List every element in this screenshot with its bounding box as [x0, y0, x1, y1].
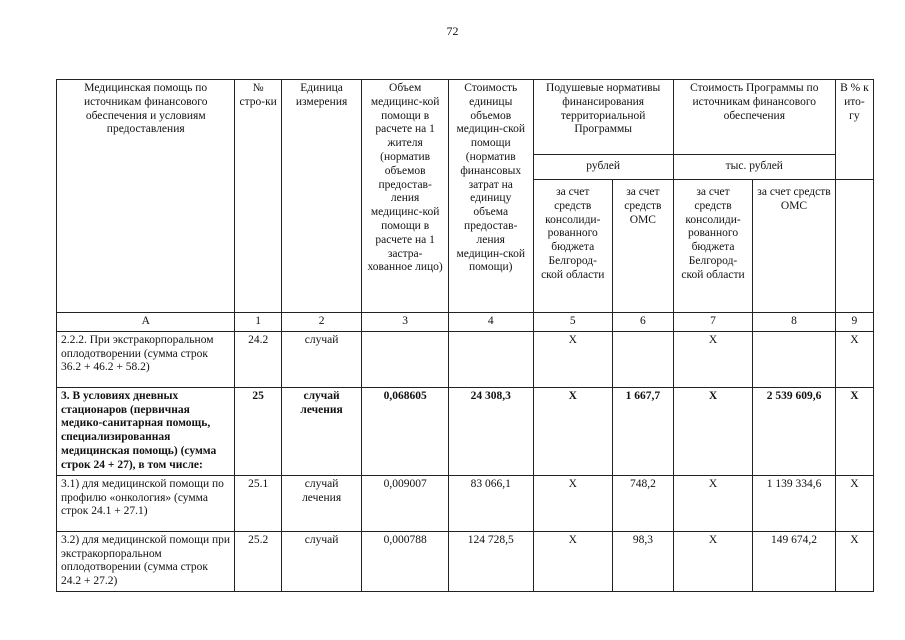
column-label: 7 — [673, 313, 752, 332]
row-col-5: Х — [533, 331, 612, 387]
row-number: 24.2 — [235, 331, 281, 387]
header-col-4: Стоимость единицы объемов медицин-ской помощи (норматив финансовых затрат на единицу объема предостав-ления медицин-ской помощи) — [448, 80, 533, 313]
row-col-9: Х — [835, 387, 873, 475]
header-col-9-blank — [835, 180, 873, 313]
header-col-5: за счет средств консолиди-рованного бюджета Белгород-ской области — [533, 180, 612, 313]
row-unit-cost: 124 728,5 — [448, 531, 533, 591]
column-label: 8 — [753, 313, 836, 332]
row-col-7: Х — [673, 387, 752, 475]
header-col-9: В % к ито-гу — [835, 80, 873, 180]
row-col-9: Х — [835, 531, 873, 591]
row-volume: 0,009007 — [362, 475, 449, 531]
row-unit: случай лечения — [281, 387, 361, 475]
row-col-5: Х — [533, 387, 612, 475]
header-col-6: за счет средств ОМС — [612, 180, 673, 313]
column-label: 6 — [612, 313, 673, 332]
column-label: 5 — [533, 313, 612, 332]
header-row-1 — [57, 80, 874, 155]
header-col-3: Объем медицинс-кой помощи в расчете на 1 жителя (норматив объемов предостав-ления медицинс-кой помощи в расчете на 1 застра-хованное лицо) — [362, 80, 449, 313]
row-col-8 — [753, 331, 836, 387]
row-col-6: 98,3 — [612, 531, 673, 591]
column-label: 2 — [281, 313, 361, 332]
row-col-6: 748,2 — [612, 475, 673, 531]
row-col-7: Х — [673, 531, 752, 591]
table-row — [57, 331, 874, 387]
header-col-8: за счет средств ОМС — [753, 180, 836, 313]
row-col-7: Х — [673, 331, 752, 387]
row-unit-cost: 24 308,3 — [448, 387, 533, 475]
row-number: 25.1 — [235, 475, 281, 531]
row-volume: 0,000788 — [362, 531, 449, 591]
column-label: 4 — [448, 313, 533, 332]
row-unit: случай лечения — [281, 475, 361, 531]
row-number: 25 — [235, 387, 281, 475]
row-col-8: 1 139 334,6 — [753, 475, 836, 531]
header-norms-unit: рублей — [533, 155, 673, 180]
row-number: 25.2 — [235, 531, 281, 591]
row-description: 3.1) для медицинской помощи по профилю «онкология» (сумма строк 24.1 + 27.1) — [57, 475, 235, 531]
header-cost-unit: тыс. рублей — [673, 155, 835, 180]
row-unit: случай — [281, 531, 361, 591]
header-group-norms: Подушевые нормативы финансирования территориальной Программы — [533, 80, 673, 155]
table-row — [57, 531, 874, 591]
header-group-cost: Стоимость Программы по источникам финансового обеспечения — [673, 80, 835, 155]
header-col-1: № стро-ки — [235, 80, 281, 313]
column-label: 1 — [235, 313, 281, 332]
column-label-row — [57, 313, 874, 332]
row-volume: 0,068605 — [362, 387, 449, 475]
table-row — [57, 387, 874, 475]
row-col-6 — [612, 331, 673, 387]
row-col-5: Х — [533, 531, 612, 591]
column-label: А — [57, 313, 235, 332]
row-description: 3.2) для медицинской помощи при экстракорпоральном оплодотворении (сумма строк 24.2 + 27.2) — [57, 531, 235, 591]
column-label: 3 — [362, 313, 449, 332]
row-col-6: 1 667,7 — [612, 387, 673, 475]
table-row — [57, 475, 874, 531]
row-unit-cost — [448, 331, 533, 387]
row-col-9: Х — [835, 331, 873, 387]
row-col-5: Х — [533, 475, 612, 531]
row-col-8: 2 539 609,6 — [753, 387, 836, 475]
row-unit: случай — [281, 331, 361, 387]
column-label: 9 — [835, 313, 873, 332]
row-description: 3. В условиях дневных стационаров (первичная медико-санитарная помощь, специализированная медицинская помощь) (сумма строк 24 + 27), в том числе: — [57, 387, 235, 475]
row-volume — [362, 331, 449, 387]
row-col-9: Х — [835, 475, 873, 531]
page-number: 72 — [446, 24, 459, 38]
row-col-8: 149 674,2 — [753, 531, 836, 591]
row-col-7: Х — [673, 475, 752, 531]
financing-table — [56, 79, 874, 592]
header-col-2: Единица измерения — [281, 80, 361, 313]
row-description: 2.2.2. При экстракорпоральном оплодотворении (сумма строк 36.2 + 46.2 + 58.2) — [57, 331, 235, 387]
header-col-a: Медицинская помощь по источникам финансового обеспечения и условиям предоставления — [57, 80, 235, 313]
row-unit-cost: 83 066,1 — [448, 475, 533, 531]
header-col-7: за счет средств консолиди-рованного бюджета Белгород-ской области — [673, 180, 752, 313]
